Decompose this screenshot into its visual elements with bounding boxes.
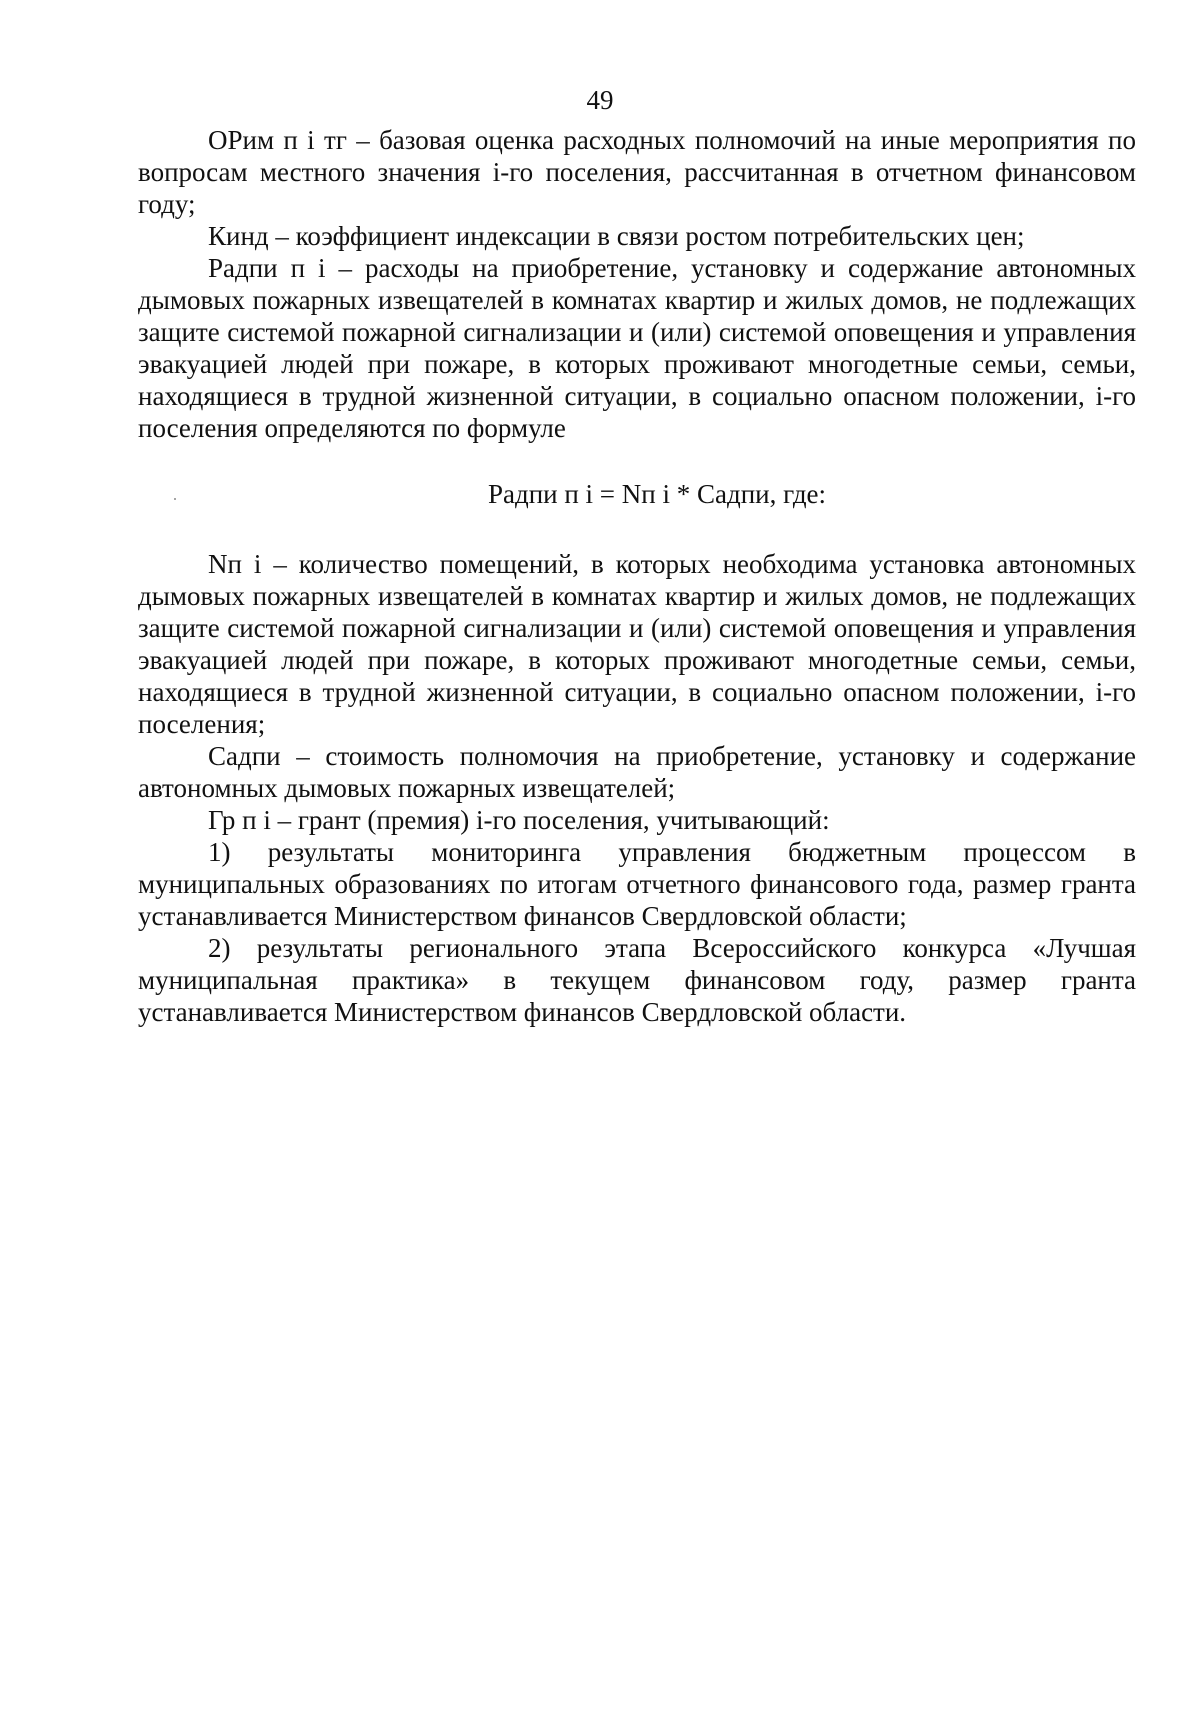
document-body — [138, 124, 1136, 1028]
paragraph-sadpi: Садпи – стоимость полномочия на приобретение, установку и содержание автономных дымовых пожарных извещателей; — [138, 741, 1136, 803]
list-item-1: 1) результаты мониторинга управления бюджетным процессом в муниципальных образованиях по итогам отчетного финансового года, размер гранта устанавливается Министерством финансов Свердловской области; — [138, 837, 1136, 931]
page-number: 49 — [586, 85, 614, 115]
paragraph-kind: Кинд – коэффициент индексации в связи ростом потребительских цен; — [208, 221, 1025, 251]
formula-radpi: Радпи п i = Nп i * Садпи, где: — [487, 479, 827, 509]
paragraph-np: Nп i – количество помещений, в которых необходима установка автономных дымовых пожарных извещателей в комнатах квартир и жилых домов, не подлежащих защите системой пожарной сигнализации и (или) системой оповещения и управления эвакуацией людей при пожаре, в которых проживают многодетные семьи, семьи, находящиеся в трудной жизненной ситуации, в социально опасном положении, i-го поселения; — [138, 549, 1136, 739]
paragraph-orim: ОРим п i тг – базовая оценка расходных полномочий на иные мероприятия по вопросам местного значения i-го поселения, рассчитанная в отчетном финансовом году; — [138, 125, 1136, 219]
paragraph-radpi: Радпи п i – расходы на приобретение, установку и содержание автономных дымовых пожарных извещателей в комнатах квартир и жилых домов, не подлежащих защите системой пожарной сигнализации и (или) системой оповещения и управления эвакуацией людей при пожаре, в которых проживают многодетные семьи, семьи, находящиеся в трудной жизненной ситуации, в социально опасном положении, i-го поселения определяются по формуле — [138, 253, 1136, 443]
list-item-2: 2) результаты регионального этапа Всероссийского конкурса «Лучшая муниципальная практика» в текущем финансовом году, размер гранта устанавливается Министерством финансов Свердловской области. — [138, 933, 1136, 1027]
paragraph-grant: Гр п i – грант (премия) i-го поселения, учитывающий: — [208, 805, 830, 835]
